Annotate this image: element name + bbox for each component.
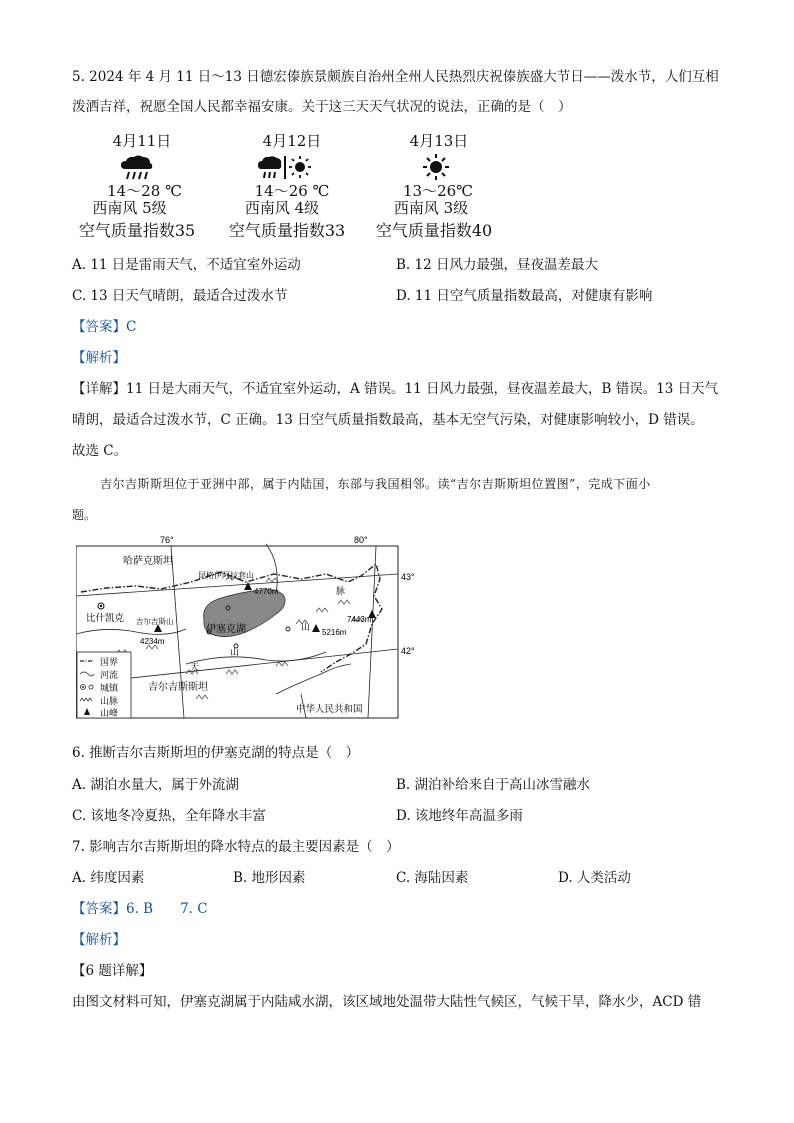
q5-stem-line1: 5. 2024 年 4 月 11 日～13 日德宏傣族景颇族自治州全州人民热烈庆祝傣族盛大节日——泼水节，人们互相 xyxy=(72,69,719,85)
rain-icon xyxy=(117,153,157,181)
rain-to-sunny-icon xyxy=(257,153,313,181)
china-label: 中华人民共和国 xyxy=(296,704,363,715)
q5-answer: 【答案】C xyxy=(72,319,137,335)
svg-text:山脉: 山脉 xyxy=(100,696,119,706)
sunny-icon xyxy=(422,153,450,181)
tianshan-label: 脉 xyxy=(336,586,346,596)
weather-day-2 xyxy=(217,132,357,241)
q5-option-c: C. 13 日天气晴朗，最适合过泼水节 xyxy=(72,288,288,304)
lat-42-label: 42° xyxy=(401,646,415,656)
weather-day-1 xyxy=(72,132,202,241)
tianshan-label: 山 xyxy=(230,647,240,657)
kyrgyzstan-location-map xyxy=(76,534,426,720)
q5-detail-line3: 故选 C。 xyxy=(72,443,128,459)
q6-option-c: C. 该地冬冷夏热，全年降水丰富 xyxy=(72,808,266,824)
svg-text:山峰: 山峰 xyxy=(100,708,119,718)
peak-north-label: 4770m xyxy=(254,587,279,596)
kyrgyz-mountain-label: 吉尔吉斯山 xyxy=(136,617,174,626)
svg-text:国界: 国界 xyxy=(100,657,119,667)
q5-analysis-heading: 【解析】 xyxy=(72,350,126,366)
lat-43-label: 43° xyxy=(401,572,415,582)
lon-76-label: 76° xyxy=(160,535,174,545)
q6-option-b: B. 湖泊补给来自于高山冰雪融水 xyxy=(396,777,591,793)
lon-80-label: 80° xyxy=(354,535,368,545)
q6-detail-heading: 【6 题详解】 xyxy=(72,963,153,979)
kyrgyzstan-label: 吉尔吉斯斯坦 xyxy=(148,682,208,693)
weather-date: 4月11日 xyxy=(112,132,172,150)
q7-option-c: C. 海陆因素 xyxy=(396,870,469,886)
lake-label: 伊塞克湖 xyxy=(206,624,246,635)
q7-option-a: A. 纬度因素 xyxy=(72,870,145,886)
weather-temp: 14～28 ℃ xyxy=(107,182,182,200)
intro-line1: 吉尔吉斯斯坦位于亚洲中部，属于内陆国，东部与我国相邻。读“吉尔吉斯斯坦位置图”，完成下面小 xyxy=(100,477,651,491)
weather-date: 4月12日 xyxy=(262,132,322,150)
q5-option-d: D. 11 日空气质量指数最高，对健康有影响 xyxy=(396,288,653,304)
weather-temp: 14～26 ℃ xyxy=(254,182,330,200)
peak-west-label: 4234m xyxy=(140,637,165,646)
weather-wind: 西南风 5级 xyxy=(92,199,167,217)
q5-option-b: B. 12 日风力最强，昼夜温差最大 xyxy=(396,257,598,273)
tianshan-label: 山 xyxy=(301,622,311,632)
q5-detail-line1: 【详解】11 日是大雨天气，不适宜室外运动，A 错误。11 日风力最强，昼夜温差最大，B 错误。13 日天气 xyxy=(72,381,719,397)
q6-option-d: D. 该地终年高温多雨 xyxy=(396,808,523,824)
q67-analysis-heading: 【解析】 xyxy=(72,932,126,948)
svg-text:城镇: 城镇 xyxy=(100,683,119,693)
intro-line2: 题。 xyxy=(72,508,97,522)
map-legend xyxy=(77,652,131,718)
peak-east-label: 7443m xyxy=(347,615,372,624)
mountain-north-label: 昆格伊阿拉套山 xyxy=(198,571,254,580)
weather-wind: 西南风 4级 xyxy=(244,199,320,217)
weather-day-3 xyxy=(364,132,504,241)
peak-mid-label: 5216m xyxy=(322,628,347,637)
weather-wind: 西南风 3级 xyxy=(393,199,469,217)
q7-option-b: B. 地形因素 xyxy=(233,870,306,886)
q5-option-a: A. 11 日是雷雨天气，不适宜室外运动 xyxy=(72,257,301,273)
q7-option-d: D. 人类活动 xyxy=(558,870,631,886)
bishkek-label: 比什凯克 xyxy=(86,613,125,624)
q6-detail-text: 由图文材料可知，伊塞克湖属于内陆咸水湖，该区域地处温带大陆性气候区，气候干旱，降水少，ACD 错 xyxy=(72,994,702,1010)
q6-stem: 6. 推断吉尔吉斯斯坦的伊塞克湖的特点是（ ） xyxy=(72,745,360,761)
svg-text:河流: 河流 xyxy=(100,670,119,680)
tianshan-label: 天 xyxy=(190,662,200,672)
weather-date: 4月13日 xyxy=(409,132,469,150)
q5-stem-line2: 泼洒吉祥，祝愿全国人民都幸福安康。关于这三天天气状况的说法，正确的是（ ） xyxy=(72,99,572,115)
q67-answer: 【答案】6. B 7. C xyxy=(72,901,208,917)
weather-aqi: 空气质量指数35 xyxy=(78,221,196,240)
kazakhstan-label: 哈萨克斯坦 xyxy=(123,556,173,567)
weather-forecast-table xyxy=(72,132,512,240)
weather-aqi: 空气质量指数33 xyxy=(228,221,346,240)
q5-detail-line2: 晴朗，最适合过泼水节，C 正确。13 日空气质量指数最高，基本无空气污染，对健康影响较小，D 错误。 xyxy=(72,412,704,428)
q7-stem: 7. 影响吉尔吉斯斯坦的降水特点的最主要因素是（ ） xyxy=(72,839,400,855)
weather-aqi: 空气质量指数40 xyxy=(375,221,493,240)
q6-option-a: A. 湖泊水量大，属于外流湖 xyxy=(72,777,239,793)
weather-temp: 13～26℃ xyxy=(403,182,473,200)
